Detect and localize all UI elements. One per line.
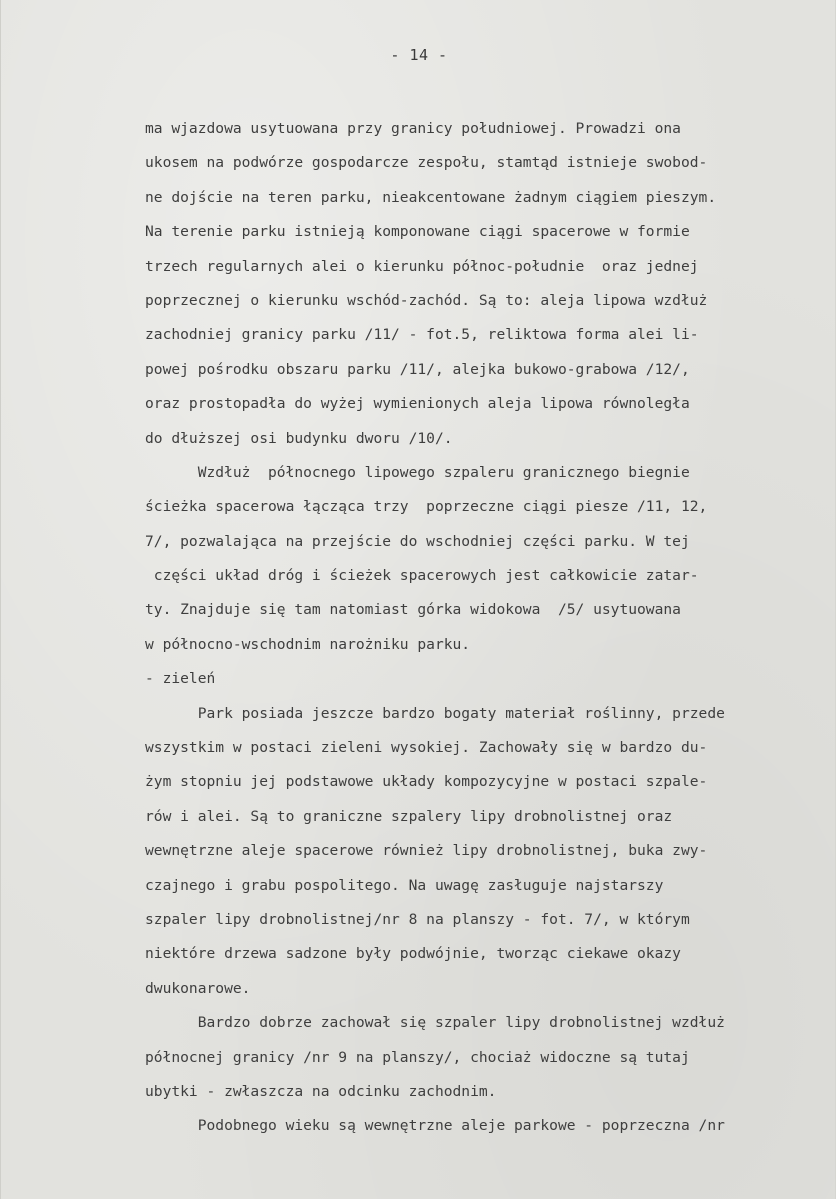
- text-line: Wzdłuż północnego lipowego szpaleru granicznego biegnie: [145, 463, 690, 481]
- text-line: ne dojście na teren parku, nieakcentowane żadnym ciągiem pieszym.: [145, 188, 717, 206]
- text-line: zachodniej granicy parku /11/ - fot.5, reliktowa forma alei li-: [145, 326, 699, 344]
- text-line: północnej granicy /nr 9 na planszy/, chociaż widoczne są tutaj: [145, 1048, 690, 1066]
- text-line: ma wjazdowa usytuowana przy granicy południowej. Prowadzi ona: [145, 120, 681, 137]
- text-line: ścieżka spacerowa łącząca trzy poprzeczne ciągi piesze /11, 12,: [145, 498, 708, 516]
- text-line: w północno-wschodnim narożniku parku.: [145, 635, 471, 653]
- text-line: oraz prostopadła do wyżej wymienionych aleja lipowa równoległa: [145, 395, 690, 413]
- page-number: - 14 -: [390, 46, 448, 64]
- text-line: 7/, pozwalająca na przejście do wschodniej części parku. W tej: [145, 532, 690, 550]
- text-line: żym stopniu jej podstawowe układy kompozycyjne w postaci szpale-: [145, 773, 708, 791]
- text-line: powej pośrodku obszaru parku /11/, alejka bukowo-grabowa /12/,: [145, 360, 690, 378]
- text-line: Na terenie parku istnieją komponowane ciągi spacerowe w formie: [145, 223, 690, 241]
- text-line: wewnętrzne aleje spacerowe również lipy drobnolistnej, buka zwy-: [145, 842, 708, 860]
- text-line: czajnego i grabu pospolitego. Na uwagę zasługuje najstarszy: [145, 876, 664, 894]
- text-line: do dłuższej osi budynku dworu /10/.: [145, 429, 453, 447]
- text-line: Bardzo dobrze zachował się szpaler lipy drobnolistnej wzdłuż: [145, 1014, 725, 1032]
- text-line: części układ dróg i ścieżek spacerowych jest całkowicie zatar-: [145, 567, 699, 585]
- text-line: ubytki - zwłaszcza na odcinku zachodnim.: [145, 1082, 497, 1100]
- text-line: poprzecznej o kierunku wschód-zachód. Są to: aleja lipowa wzdłuż: [145, 291, 708, 309]
- text-line: ukosem na podwórze gospodarcze zespołu, stamtąd istnieje swobod-: [145, 154, 708, 172]
- text-line: szpaler lipy drobnolistnej/nr 8 na planszy - fot. 7/, w którym: [145, 910, 690, 928]
- text-line: ty. Znajduje się tam natomiast górka widokowa /5/ usytuowana: [145, 601, 681, 619]
- text-line: rów i alei. Są to graniczne szpalery lipy drobnolistnej oraz: [145, 807, 673, 825]
- text-line: dwukonarowe.: [145, 979, 251, 997]
- text-line: wszystkim w postaci zieleni wysokiej. Zachowały się w bardzo du-: [145, 739, 708, 757]
- text-line: niektóre drzewa sadzone były podwójnie, tworząc ciekawe okazy: [145, 945, 681, 963]
- section-heading: - zieleń: [145, 670, 216, 688]
- body-text: [145, 112, 809, 1144]
- text-line: Podobnego wieku są wewnętrzne aleje parkowe - poprzeczna /nr: [145, 1117, 725, 1135]
- text-line: Park posiada jeszcze bardzo bogaty materiał roślinny, przede: [145, 704, 725, 722]
- text-line: trzech regularnych alei o kierunku północ-południe oraz jednej: [145, 257, 699, 275]
